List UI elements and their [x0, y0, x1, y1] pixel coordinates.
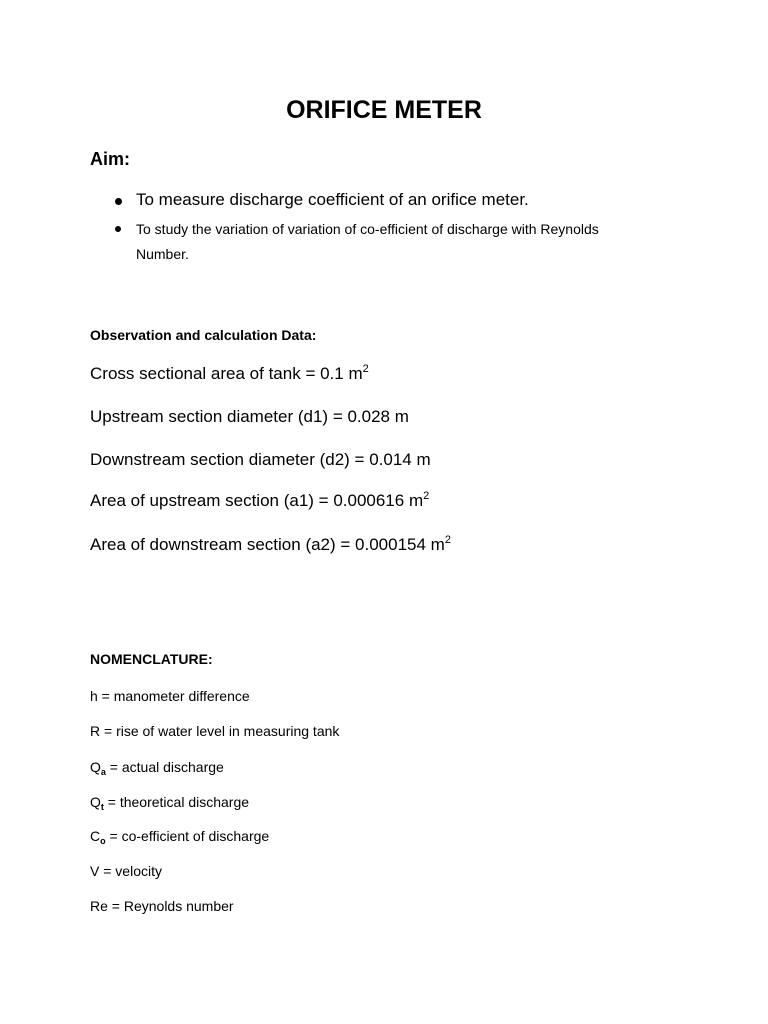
nomenclature-item: h = manometer difference [90, 688, 250, 704]
nomenclature-item: V = velocity [90, 863, 162, 879]
nomenclature-item: $Q_t$ = theoretical discharge [90, 794, 250, 812]
page-title: ORIFICE METER [286, 96, 482, 124]
data-cross-sectional-area: Cross sectional area of tank = 0.1 $m^2$ [90, 363, 369, 383]
aim-heading: Aim: [90, 149, 130, 169]
nomenclature-item: R = rise of water level in measuring tank [90, 723, 340, 739]
nomenclature-item: Re = Reynolds number [90, 898, 234, 914]
observation-heading: Observation and calculation Data: [90, 327, 317, 343]
data-upstream-area: Area of upstream section (a1) = 0.000616 $m^2$ [90, 490, 430, 510]
data-downstream-diameter: Downstream section diameter (d2) = 0.014 m [90, 450, 431, 469]
bullet-icon [115, 198, 122, 205]
bullet-icon [115, 226, 121, 232]
aim-bullet-2-line-2: Number. [136, 246, 189, 262]
nomenclature-heading: NOMENCLATURE: [90, 651, 213, 667]
aim-bullet-1: To measure discharge coefficient of an orifice meter. [136, 190, 529, 209]
aim-bullet-2-line-1: To study the variation of variation of co-efficient of discharge with Reynolds [136, 221, 599, 237]
nomenclature-item: $C_o$ = co-efficient of discharge [90, 828, 270, 846]
data-downstream-area: Area of downstream section (a2) = 0.000154 $m^2$ [90, 534, 451, 554]
data-upstream-diameter: Upstream section diameter (d1) = 0.028 m [90, 407, 409, 426]
nomenclature-item: $Q_a$ = actual discharge [90, 759, 224, 777]
